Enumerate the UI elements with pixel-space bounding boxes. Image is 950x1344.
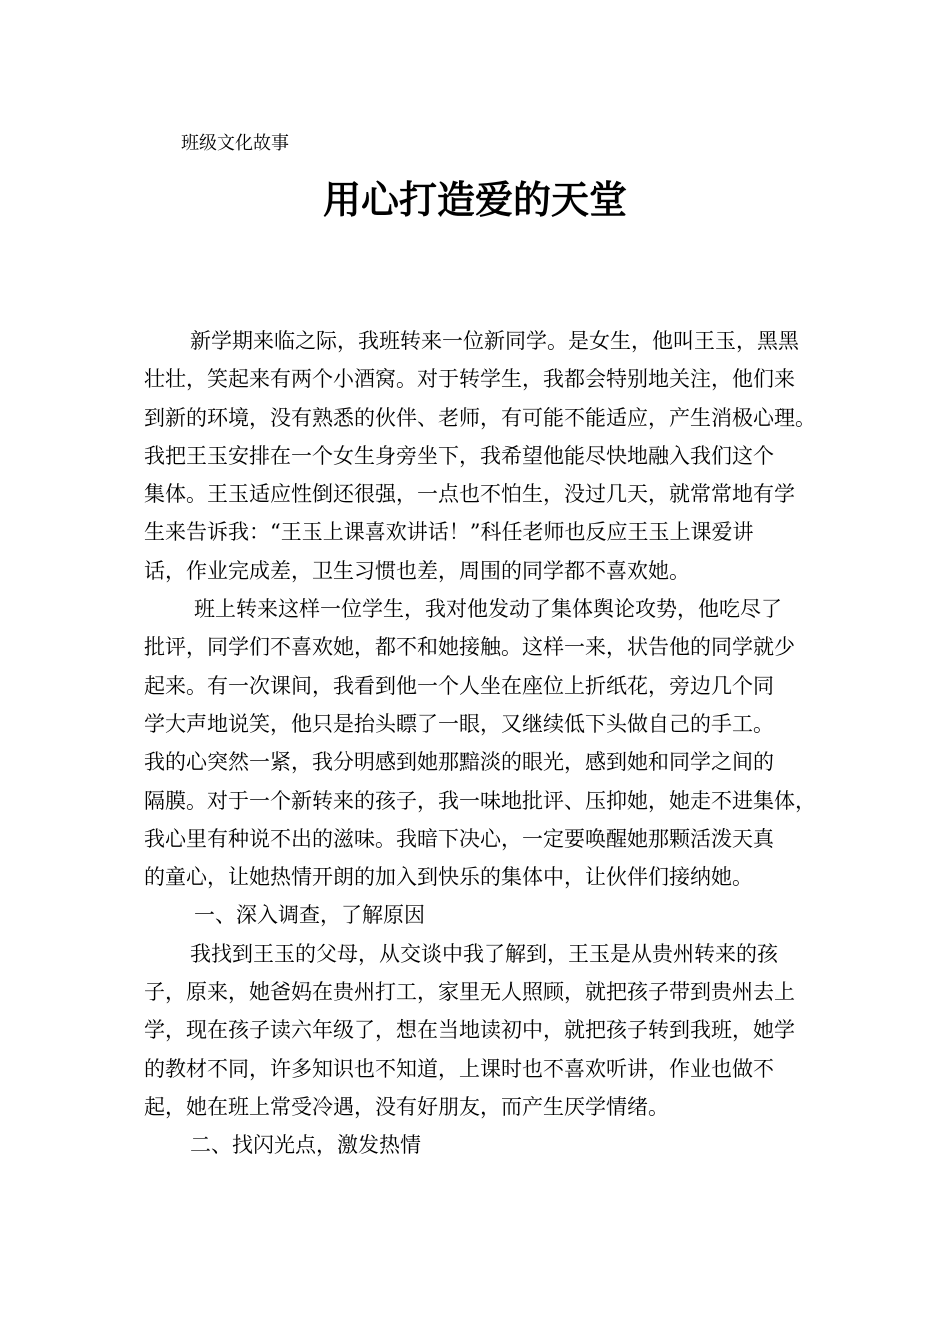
- document-title: 用心打造爱的天堂: [322, 177, 627, 222]
- paragraph-line: 我找到王玉的父母，从交谈中我了解到，王玉是从贵州转来的孩: [190, 941, 778, 966]
- section-heading: 一、深入调查，了解原因: [194, 903, 425, 928]
- paragraph-line: 起来。有一次课间，我看到他一个人坐在座位上折纸花，旁边几个同: [144, 673, 774, 698]
- paragraph-line: 子，原来，她爸妈在贵州打工，家里无人照顾，就把孩子带到贵州去上: [144, 980, 795, 1005]
- paragraph-line: 我心里有种说不出的滋味。我暗下决心，一定要唤醒她那颗活泼天真: [144, 826, 774, 851]
- paragraph-line: 壮壮，笑起来有两个小酒窝。对于转学生，我都会特别地关注，他们来: [144, 367, 795, 392]
- paragraph-line: 我把王玉安排在一个女生身旁坐下，我希望他能尽快地融入我们这个: [144, 443, 774, 468]
- paragraph-line: 的童心，让她热情开朗的加入到快乐的集体中，让伙伴们接纳她。: [144, 865, 753, 890]
- document-body: [144, 322, 824, 1165]
- paragraph-line: 新学期来临之际，我班转来一位新同学。是女生，他叫王玉，黑黑: [190, 329, 799, 353]
- paragraph-line: 学，现在孩子读六年级了，想在当地读初中，就把孩子转到我班，她学: [144, 1018, 795, 1043]
- section-heading: 二、找闪光点，激发热情: [190, 1133, 421, 1158]
- paragraph-line: 集体。王玉适应性倒还很强，一点也不怕生，没过几天，就常常地有学: [144, 482, 795, 507]
- paragraph-line: 起，她在班上常受冷遇，没有好朋友，而产生厌学情绪。: [144, 1094, 669, 1119]
- paragraph-line: 班上转来这样一位学生，我对他发动了集体舆论攻势，他吃尽了: [194, 597, 782, 622]
- paragraph-line: 生来告诉我：“王玉上课喜欢讲话！”科任老师也反应王玉上课爱讲: [144, 520, 754, 545]
- paragraph-line: 的教材不同，许多知识也不知道，上课时也不喜欢听讲，作业也做不: [144, 1056, 774, 1081]
- paragraph-line: 批评，同学们不喜欢她，都不和她接触。这样一来，状告他的同学就少: [144, 635, 795, 660]
- paragraph-line: 隔膜。对于一个新转来的孩子，我一味地批评、压抑她，她走不进集体，: [144, 788, 816, 813]
- paragraph-line: 话，作业完成差，卫生习惯也差，周围的同学都不喜欢她。: [144, 558, 690, 583]
- paragraph-line: 学大声地说笑，他只是抬头瞟了一眼，又继续低下头做自己的手工。: [144, 711, 774, 736]
- document-kicker: 班级文化故事: [181, 133, 289, 154]
- paragraph-line: 我的心突然一紧，我分明感到她那黯淡的眼光，感到她和同学之间的: [144, 750, 774, 775]
- paragraph-line: 到新的环境，没有熟悉的伙伴、老师，有可能不能适应，产生消极心理。: [144, 405, 816, 430]
